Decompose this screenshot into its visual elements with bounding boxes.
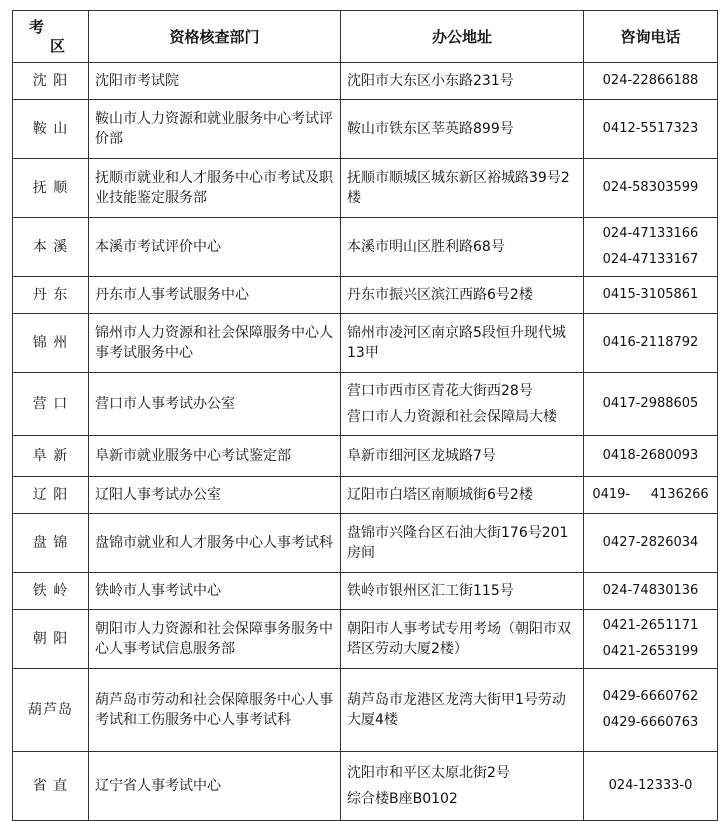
dept-cell: 本溪市考试评价中心	[89, 218, 341, 277]
region-cell: 葫芦岛	[13, 669, 89, 752]
dept-cell: 丹东市人事考试服务中心	[89, 277, 341, 314]
phone-cell	[584, 218, 718, 277]
dept-cell: 锦州市人力资源和社会保障服务中心人事考试服务中心	[89, 314, 341, 373]
phone-number: 0427-2826034	[602, 535, 699, 550]
phone-number: 0416-2118792	[602, 335, 699, 350]
region-cell: 本 溪	[13, 218, 89, 277]
phone-number: 0419- 4136266	[592, 487, 709, 502]
address-cell	[341, 314, 584, 373]
phone-number: 0412-5517323	[602, 121, 699, 136]
header-phone: 咨询电话	[584, 11, 718, 63]
phone-number: 0417-2988605	[602, 396, 699, 411]
region-cell: 朝 阳	[13, 610, 89, 669]
phone-cell	[584, 277, 718, 314]
table-row	[13, 477, 718, 514]
table-row	[13, 610, 718, 669]
region-cell: 阜 新	[13, 436, 89, 477]
phone-cell	[584, 610, 718, 669]
address-line: 沈阳市和平区太原北街2号	[347, 765, 510, 781]
table-row	[13, 100, 718, 159]
address-line: 盘锦市兴隆台区石油大街176号201房间	[347, 525, 569, 561]
address-line: 鞍山市铁东区莘英路899号	[347, 121, 514, 137]
table-row	[13, 314, 718, 373]
region-cell: 省 直	[13, 752, 89, 821]
phone-cell	[584, 752, 718, 821]
region-cell: 抚 顺	[13, 159, 89, 218]
dept-cell: 朝阳市人力资源和社会保障事务服务中心人事考试信息服务部	[89, 610, 341, 669]
dept-cell: 铁岭市人事考试中心	[89, 573, 341, 610]
address-cell	[341, 436, 584, 477]
phone-number: 0429-6660763	[602, 715, 699, 730]
phone-number: 0421-2651171	[602, 618, 699, 633]
phone-cell	[584, 436, 718, 477]
phone-number: 024-47133167	[602, 252, 699, 267]
phone-number: 0418-2680093	[602, 448, 699, 463]
phone-number: 024-47133166	[602, 226, 699, 241]
table-row	[13, 218, 718, 277]
phone-number: 024-74830136	[602, 583, 699, 598]
table-row	[13, 669, 718, 752]
phone-number: 024-22866188	[602, 73, 699, 88]
phone-number: 024-12333-0	[608, 778, 693, 793]
phone-cell	[584, 314, 718, 373]
address-line: 丹东市振兴区滨江西路6号2楼	[347, 287, 533, 303]
address-line: 营口市西市区青花大街西28号	[347, 383, 533, 399]
region-cell: 沈 阳	[13, 63, 89, 100]
phone-cell	[584, 373, 718, 436]
header-region: 考 区	[13, 11, 89, 63]
address-cell	[341, 477, 584, 514]
region-cell: 丹 东	[13, 277, 89, 314]
dept-cell: 营口市人事考试办公室	[89, 373, 341, 436]
dept-cell: 葫芦岛市劳动和社会保障服务中心人事考试和工伤服务中心人事考试科	[89, 669, 341, 752]
address-line: 综合楼B座B0102	[347, 791, 458, 807]
region-cell: 盘 锦	[13, 514, 89, 573]
address-cell	[341, 100, 584, 159]
address-cell	[341, 610, 584, 669]
address-cell	[341, 373, 584, 436]
table-row	[13, 752, 718, 821]
phone-number: 0421-2653199	[602, 644, 699, 659]
address-line: 葫芦岛市龙港区龙湾大街甲1号劳动大厦4楼	[347, 692, 566, 728]
dept-cell: 鞍山市人力资源和就业服务中心考试评价部	[89, 100, 341, 159]
address-line: 锦州市凌河区南京路5段恒升现代城13甲	[347, 325, 566, 361]
address-cell	[341, 752, 584, 821]
address-cell	[341, 218, 584, 277]
phone-cell	[584, 100, 718, 159]
address-line: 营口市人力资源和社会保障局大楼	[347, 409, 557, 425]
phone-cell	[584, 573, 718, 610]
region-cell: 营 口	[13, 373, 89, 436]
address-line: 本溪市明山区胜利路68号	[347, 239, 505, 255]
dept-cell: 沈阳市考试院	[89, 63, 341, 100]
address-cell	[341, 159, 584, 218]
address-cell	[341, 277, 584, 314]
table-row	[13, 573, 718, 610]
dept-cell: 辽宁省人事考试中心	[89, 752, 341, 821]
phone-number: 0429-6660762	[602, 689, 699, 704]
region-cell: 锦 州	[13, 314, 89, 373]
phone-cell	[584, 63, 718, 100]
region-cell: 辽 阳	[13, 477, 89, 514]
address-line: 沈阳市大东区小东路231号	[347, 73, 514, 89]
region-cell: 铁 岭	[13, 573, 89, 610]
address-line: 阜新市细河区龙城路7号	[347, 448, 496, 464]
address-cell	[341, 63, 584, 100]
address-line: 铁岭市银州区汇工街115号	[347, 583, 514, 599]
table-row	[13, 436, 718, 477]
region-cell: 鞍 山	[13, 100, 89, 159]
phone-number: 024-58303599	[602, 180, 699, 195]
address-line: 抚顺市顺城区城东新区裕城路39号2楼	[347, 170, 570, 206]
table-row	[13, 63, 718, 100]
header-row	[13, 11, 718, 63]
dept-cell: 盘锦市就业和人才服务中心人事考试科	[89, 514, 341, 573]
phone-cell	[584, 477, 718, 514]
table-row	[13, 277, 718, 314]
address-cell	[341, 573, 584, 610]
address-cell	[341, 669, 584, 752]
address-line: 辽阳市白塔区南顺城街6号2楼	[347, 487, 533, 503]
phone-cell	[584, 159, 718, 218]
address-line: 朝阳市人事考试专用考场（朝阳市双塔区劳动大厦2楼）	[347, 621, 571, 657]
phone-cell	[584, 514, 718, 573]
table-row	[13, 159, 718, 218]
table-row	[13, 514, 718, 573]
exam-office-table	[12, 10, 718, 821]
header-dept: 资格核查部门	[89, 11, 341, 63]
dept-cell: 阜新市就业服务中心考试鉴定部	[89, 436, 341, 477]
dept-cell: 辽阳人事考试办公室	[89, 477, 341, 514]
table-row	[13, 373, 718, 436]
phone-number: 0415-3105861	[602, 287, 699, 302]
phone-cell	[584, 669, 718, 752]
header-address: 办公地址	[341, 11, 584, 63]
address-cell	[341, 514, 584, 573]
dept-cell: 抚顺市就业和人才服务中心市考试及职业技能鉴定服务部	[89, 159, 341, 218]
